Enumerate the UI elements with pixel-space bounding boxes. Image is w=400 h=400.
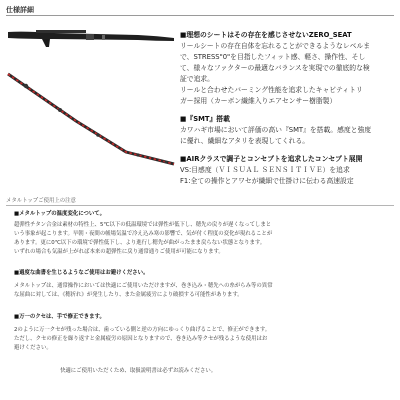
note-bending-heading: ■過度な曲書を生じるようなご使用はお避けください。 [14, 270, 149, 276]
notes-divider [6, 205, 394, 206]
zero-seat-line: リールシートの存在自体を忘れることができるようなレベルま [180, 42, 371, 50]
note-temperature-line: いう事象が起こります。早朝・夜間の帳場気温で冷え込み寒の影響で、気が付く程度の変化が現れることが [14, 231, 273, 237]
closing-note: 快適にご使用いただくため、取扱説明書は必ずお読みください。 [60, 368, 217, 374]
air-class-heading: ■AIRクラスで調子とコンセプトを追求したコンセプト展開 [180, 155, 363, 163]
air-class-line: VS:目感度（ＶＩＳＵＡＬ ＳＥＮＳＩＴＩＶＥ）を追求 [180, 166, 350, 174]
note-temperature-line: あります。更に0℃以下の環境で弾性低下し、より進行し穂先が曲がったまま戻らない状態となります。 [14, 240, 266, 246]
note-correction-line: ただし、クセの修正を繰り返すと金属疲労の原因となりますので、巻き込み等クセが残るような使用はお [14, 336, 268, 342]
note-temperature-line: いずれの場合も気温が上がれば本来の超弾性に戻り通常通りご使用が可能になります。 [14, 249, 224, 255]
reel-seat-image [8, 30, 174, 47]
zero-seat-line: で、STRESS"0"を目指したフィット感、軽さ、操作性、そし [180, 53, 366, 61]
smt-line: カワハギ市場において評価の高い『SMT』を搭載。感度と強度 [180, 126, 372, 134]
note-temperature-heading: ■メタルトップの温度変化について。 [14, 211, 105, 217]
note-temperature-line: 超弾性チタン合金は素材の特性上、5℃以下の低温環境では弾性が低下し、穂先の戻りが遅くなってしまと [14, 222, 272, 228]
smt-line: に優れ、繊細なアタリを表現してくれる。 [180, 137, 310, 145]
product-image-group [6, 26, 176, 166]
note-correction-heading: ■万一のクセは、手で修正できます。 [14, 314, 105, 320]
zero-seat-line: ガー採用（カーボン繊維入りエアセンサー樹脂製） [180, 97, 337, 105]
notes-heading: メタルトップご使用上の注意 [6, 198, 76, 204]
smt-heading: ■『SMT』搭載 [180, 115, 230, 123]
zero-seat-line: 証で追求。 [180, 75, 214, 83]
rod-tip-image [8, 74, 174, 164]
note-bending-line: な屈曲に対しては、《穂折れ》が発生したり、また金属疲労により破損する可能性があります。 [14, 292, 243, 298]
zero-seat-heading: ■理想のシートはその存在を感じさせないZERO_SEAT [180, 31, 352, 39]
note-correction-line: 2のように万一クセが残った場合は、歯っている側と逆の方向にゆっくり曲げることで、修正ができます。 [14, 327, 271, 333]
air-class-line: F1:全ての操作とアワセが繊細で仕掛けに伝わる高速設定 [180, 177, 354, 185]
note-bending-line: メタルトップは、通常操作においては快適にご使用いただけますが、巻き込み・穂先への糸がらみ等の異常 [14, 283, 273, 289]
zero-seat-line: て、様々なファクターの最適なバランスを実現での徹底的な検 [180, 64, 370, 72]
title-divider [6, 15, 394, 16]
note-correction-line: 避けください。 [14, 345, 52, 351]
spec-title: 仕様詳細 [6, 6, 34, 14]
zero-seat-line: リールと合わせたバーミング性能を追求したキャビティトリ [180, 86, 363, 94]
